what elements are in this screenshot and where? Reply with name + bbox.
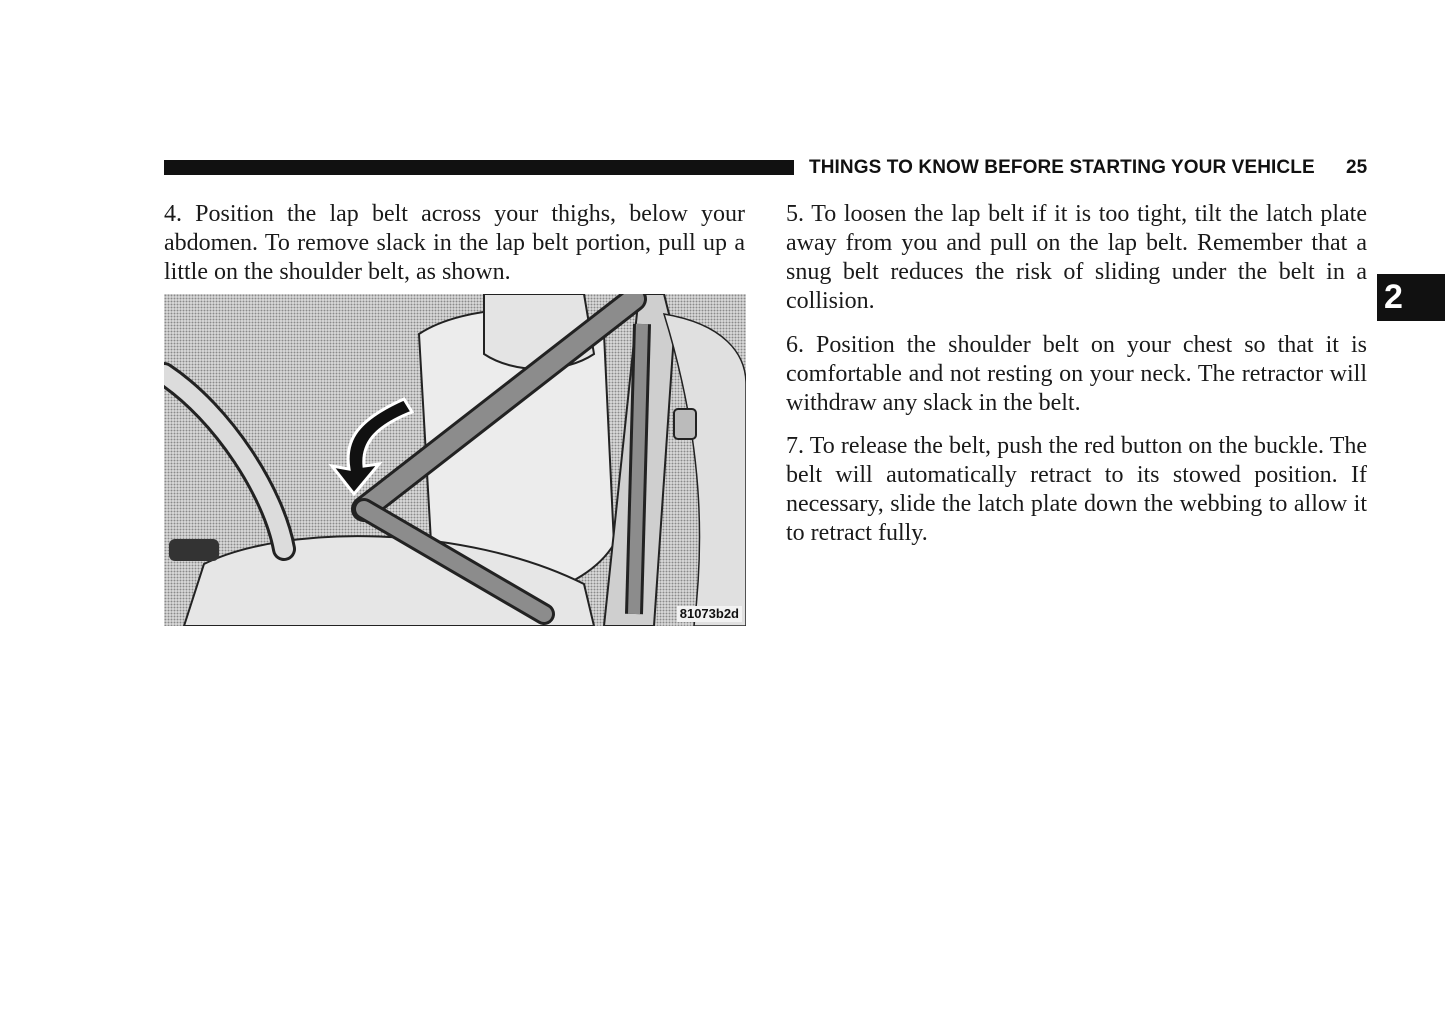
section-tab-label: 2 — [1384, 278, 1403, 316]
step-5-paragraph: 5. To loosen the lap belt if it is too tight, tilt the latch plate away from you and pull on the lap belt. Remember that a snug belt reduces the risk of sliding under the belt in a collision. — [786, 201, 1367, 314]
door-latch-shape — [674, 409, 696, 439]
buckle-handle-shape — [169, 539, 219, 561]
running-header-title: THINGS TO KNOW BEFORE STARTING YOUR VEHICLE — [809, 157, 1315, 178]
header-rule — [164, 160, 794, 175]
seat-belt-drawing — [164, 294, 746, 626]
step-7-paragraph: 7. To release the belt, push the red button on the buckle. The belt will automatically retract to its stowed position. If necessary, slide the latch plate down the webbing to allow it to retract fully. — [786, 433, 1367, 546]
seat-belt-illustration — [164, 294, 746, 626]
door-shape — [664, 314, 746, 626]
page-number: 25 — [1346, 157, 1368, 178]
step-6-paragraph: 6. Position the shoulder belt on your chest so that it is comfortable and not resting on your neck. The retractor will withdraw any slack in the belt. — [786, 332, 1367, 416]
steering-wheel-shape — [164, 374, 284, 549]
section-tab — [1377, 274, 1445, 321]
step-4-paragraph: 4. Position the lap belt across your thighs, below your abdomen. To remove slack in the lap belt portion, pull up a little on the shoulder belt, as shown. — [164, 201, 745, 285]
figure-code: 81073b2d — [677, 606, 742, 622]
